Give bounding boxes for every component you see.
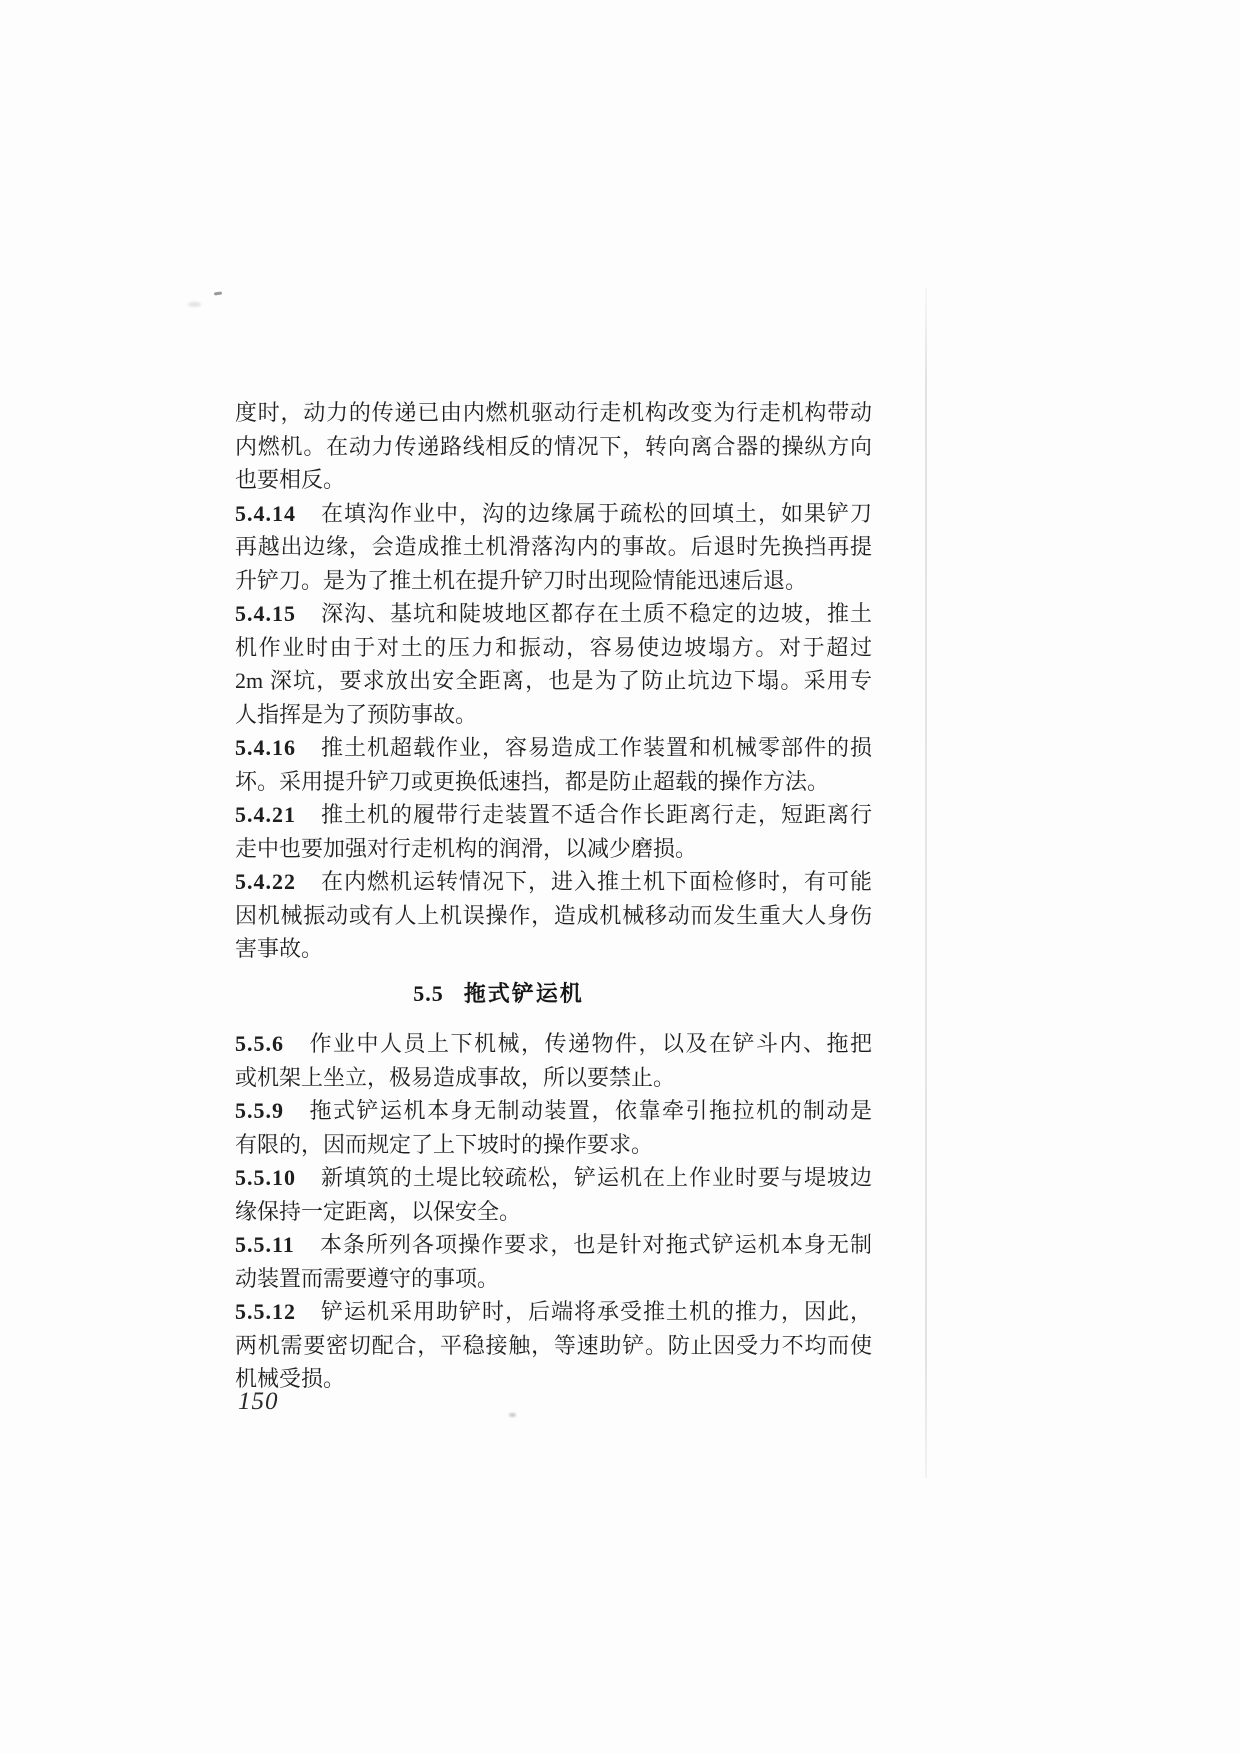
line-text: 2m 深坑，要求放出安全距离，也是为了防止坑边下塌。采用专 — [235, 668, 872, 693]
line-text: 升铲刀。是为了推土机在提升铲刀时出现险情能迅速后退。 — [235, 567, 808, 593]
section-heading — [180, 977, 817, 1011]
page-number: 150 — [238, 1388, 279, 1415]
line-text: 坏。采用提升铲刀或更换低速挡，都是防止超载的操作方法。 — [235, 768, 830, 794]
scan-speck — [188, 302, 201, 307]
clause-block-5-5 — [235, 1027, 872, 1396]
text-line — [235, 597, 872, 631]
text-line — [235, 530, 872, 564]
text-line — [235, 731, 872, 765]
text-column — [235, 396, 872, 1396]
line-text: 有限的，因而规定了上下坡时的操作要求。 — [235, 1131, 654, 1157]
text-line — [235, 631, 872, 665]
line-text: 度时，动力的传递已由内燃机驱动行走机构改变为行走机构带动 — [235, 400, 872, 425]
text-line — [235, 1128, 872, 1162]
clause-number: 5.4.21 — [235, 802, 296, 827]
clause-number: 5.5.10 — [235, 1165, 296, 1190]
text-line — [235, 564, 872, 598]
line-text: 两机需要密切配合，平稳接触，等速助铲。防止因受力不均而使 — [235, 1332, 872, 1358]
text-line — [235, 698, 872, 732]
line-text: 人指挥是为了预防事故。 — [235, 701, 478, 727]
line-text: 拖式铲运机本身无制动装置，依靠牵引拖拉机的制动是 — [308, 1098, 872, 1123]
text-line — [235, 396, 872, 430]
line-text: 推土机超载作业，容易造成工作装置和机械零部件的损 — [320, 735, 872, 760]
line-text: 走中也要加强对行走机构的润滑，以减少磨损。 — [235, 835, 698, 861]
scan-artifact-vertical-line — [925, 287, 927, 1478]
text-line — [235, 1228, 872, 1262]
clause-number: 5.4.14 — [235, 500, 296, 526]
scan-speck — [509, 1413, 516, 1417]
clause-block-5-4 — [235, 396, 872, 966]
text-line — [235, 832, 872, 866]
line-text: 害事故。 — [235, 936, 324, 961]
line-text: 也要相反。 — [235, 467, 346, 492]
line-text: 动装置而需要遵守的事项。 — [235, 1265, 500, 1291]
line-text: 作业中人员上下机械，传递物件，以及在铲斗内、拖把 — [308, 1031, 872, 1056]
text-line — [235, 865, 872, 899]
line-text: 推土机的履带行走装置不适合作长距离行走，短距离行 — [320, 802, 872, 827]
clause-number: 5.4.15 — [235, 601, 296, 626]
clause-number: 5.4.16 — [235, 735, 296, 760]
text-line — [235, 664, 872, 698]
line-text: 铲运机采用助铲时，后端将承受推土机的推力，因此， — [320, 1299, 872, 1324]
text-line — [235, 1329, 872, 1363]
text-line — [235, 1295, 872, 1329]
text-line — [235, 1262, 872, 1296]
line-text: 深沟、基坑和陡坡地区都存在土质不稳定的边坡，推土 — [320, 601, 872, 626]
line-text: 或机架上坐立，极易造成事故，所以要禁止。 — [235, 1064, 676, 1090]
line-text: 机械受损。 — [235, 1366, 346, 1391]
clause-number: 5.5.11 — [235, 1232, 295, 1257]
line-text: 新填筑的土堤比较疏松，铲运机在上作业时要与堤坡边 — [320, 1165, 872, 1190]
text-line — [235, 1362, 872, 1396]
line-text: 再越出边缘，会造成推土机滑落沟内的事故。后退时先换挡再提 — [235, 534, 872, 559]
clause-number: 5.5.9 — [235, 1098, 284, 1123]
line-text: 因机械振动或有人上机误操作，造成机械移动而发生重大人身伤 — [235, 902, 872, 928]
section-heading-title: 拖式铲运机 — [463, 980, 584, 1006]
line-text: 机作业时由于对土的压力和振动，容易使边坡塌方。对于超过 — [235, 634, 872, 660]
clause-number: 5.4.22 — [235, 869, 296, 894]
section-heading-number: 5.5 — [413, 980, 444, 1006]
text-line — [235, 1061, 872, 1095]
text-line — [235, 1094, 872, 1128]
text-line — [235, 463, 872, 497]
line-text: 本条所列各项操作要求，也是针对拖式铲运机本身无制 — [318, 1232, 872, 1257]
clause-number: 5.5.12 — [235, 1299, 296, 1324]
line-text: 在填沟作业中，沟的边缘属于疏松的回填土，如果铲刀 — [320, 500, 872, 526]
clause-number: 5.5.6 — [235, 1031, 284, 1056]
text-line — [235, 1161, 872, 1195]
text-line — [235, 765, 872, 799]
text-line — [235, 430, 872, 464]
text-line — [235, 1027, 872, 1061]
text-line — [235, 932, 872, 966]
line-text: 缘保持一定距离，以保安全。 — [235, 1198, 522, 1224]
line-text: 在内燃机运转情况下，进入推土机下面检修时，有可能 — [320, 869, 872, 894]
text-line — [235, 497, 872, 531]
text-line — [235, 899, 872, 933]
text-line — [235, 1195, 872, 1229]
line-text: 内燃机。在动力传递路线相反的情况下，转向离合器的操纵方向 — [235, 433, 872, 459]
scan-speck — [214, 291, 222, 295]
text-line — [235, 798, 872, 832]
